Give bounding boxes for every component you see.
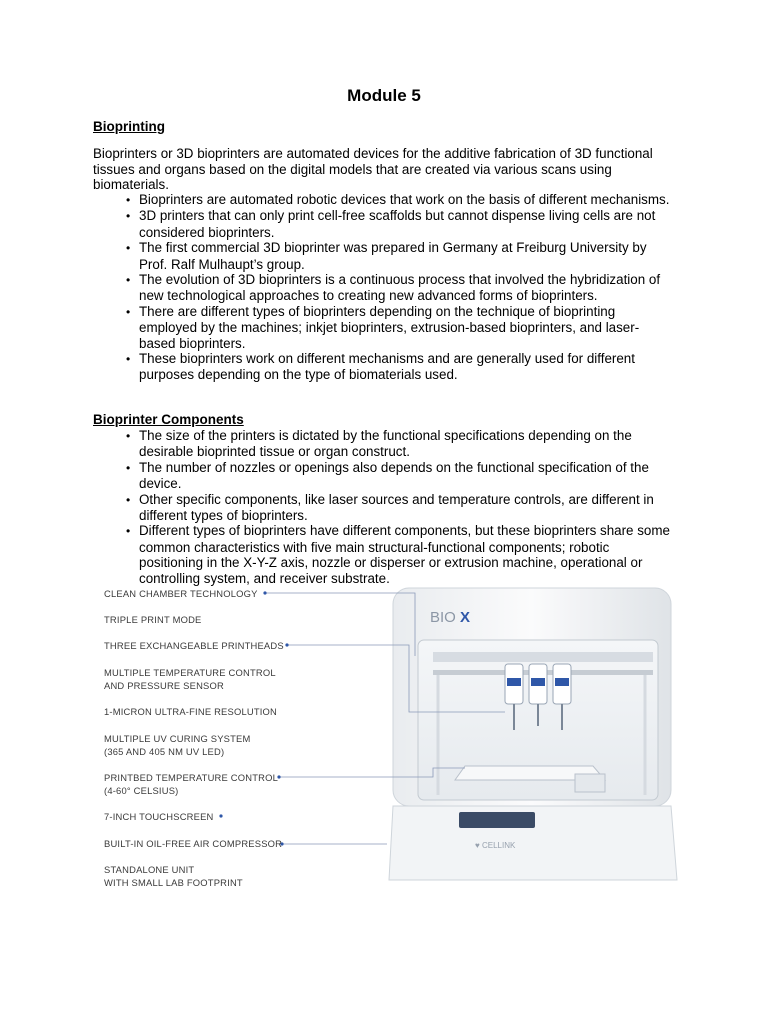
intro-paragraph: Bioprinters or 3D bioprinters are automated devices for the additive fabrication of 3D functional tissues and organs based on the digital models that are created via various scans using biomaterials. [93, 146, 653, 192]
callout-uv-curing: MULTIPLE UV CURING SYSTEM [104, 733, 251, 744]
callout-printbed-temperature: PRINTBED TEMPERATURE CONTROL [104, 772, 279, 783]
list-item: • The number of nozzles or openings also depends on the functional specification of the device. [126, 460, 674, 492]
list-item: • There are different types of bioprinters depending on the technique of bioprinting employed by the machines; inkjet bioprinters, extrusion-based bioprinters, and laser-based bioprinters. [126, 304, 674, 351]
list-item: • The first commercial 3D bioprinter was prepared in Germany at Freiburg University by Prof. Ralf Mulhaupt’s group. [126, 240, 674, 272]
callout-lab-footprint: WITH SMALL LAB FOOTPRINT [104, 877, 243, 888]
callout-celsius-range: (4-60° CELSIUS) [104, 785, 179, 796]
list-item: • The size of the printers is dictated by the functional specifications depending on the desirable bioprinted tissue or organ construct. [126, 428, 674, 460]
callout-touchscreen: 7-INCH TOUCHSCREEN [104, 811, 214, 822]
logo-text: ♥ CELLINK [475, 841, 516, 850]
list-item: • Bioprinters are automated robotic devices that work on the basis of different mechanisms. [126, 192, 674, 208]
page-title: Module 5 [347, 86, 421, 105]
printer-body [389, 588, 677, 880]
bioprinter-figure [93, 580, 683, 898]
touchscreen-icon [459, 812, 535, 828]
callout-printheads: THREE EXCHANGEABLE PRINTHEADS [104, 640, 284, 651]
callout-resolution: 1-MICRON ULTRA-FINE RESOLUTION [104, 706, 278, 717]
callout-triple-print-mode: TRIPLE PRINT MODE [104, 614, 202, 625]
callout-temperature-control: MULTIPLE TEMPERATURE CONTROL [104, 667, 276, 678]
callout-standalone-unit: STANDALONE UNIT [104, 864, 195, 875]
list-item: • Other specific components, like laser sources and temperature controls, are different in different types of bioprinters. [126, 492, 674, 524]
brand-label: BIO X [430, 609, 471, 626]
callout-pressure-sensor: AND PRESSURE SENSOR [104, 680, 224, 691]
callout-clean-chamber: CLEAN CHAMBER TECHNOLOGY [104, 588, 258, 599]
list-item: • The evolution of 3D bioprinters is a continuous process that involved the hybridization of new technological approaches to creating new advanced forms of bioprinters. [126, 272, 674, 304]
list-item: • 3D printers that can only print cell-free scaffolds but cannot dispense living cells are not considered bioprinters. [126, 208, 674, 240]
bioprinting-bullet-list [126, 192, 674, 383]
list-item: • These bioprinters work on different mechanisms and are generally used for different purposes depending on the type of biomaterials used. [126, 351, 674, 383]
callout-uv-led: (365 AND 405 NM UV LED) [104, 746, 225, 757]
list-item: • Different types of bioprinters have different components, but these bioprinters share some common characteristics with five main structural-functional components; robotic positioning in the X-Y-Z axis, nozzle or disperser or extrusion machine, operational or controlling system, and receiver substrate. [126, 523, 674, 586]
components-bullet-list [126, 428, 674, 586]
printheads [505, 664, 571, 730]
callout-air-compressor: BUILT-IN OIL-FREE AIR COMPRESSOR [104, 838, 283, 849]
section-heading-bioprinting: Bioprinting [93, 119, 165, 134]
section-heading-bioprinter-components: Bioprinter Components [93, 412, 244, 427]
